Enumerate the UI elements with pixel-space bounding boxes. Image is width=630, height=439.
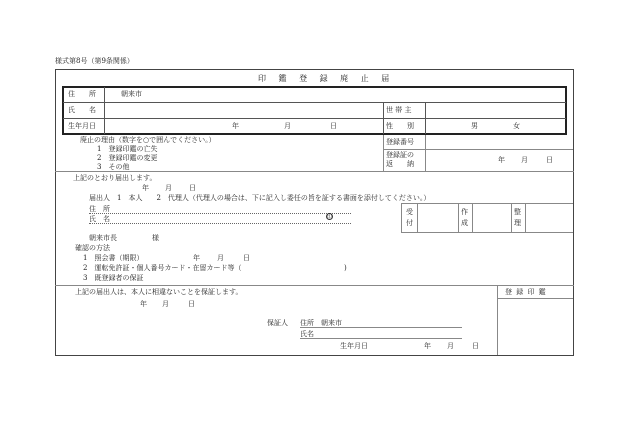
cert-return-month: 月 — [521, 156, 528, 164]
reason-option-lost[interactable]: 1 登録印鑑の亡失 — [97, 145, 158, 153]
guarantor-label: 保証人 — [267, 319, 288, 327]
confirmation-item1-month: 月 — [217, 254, 224, 262]
confirmation-heading: 確認の方法 — [75, 244, 110, 252]
confirmation-item1-day: 日 — [243, 254, 250, 262]
applicant-type-line[interactable]: 届出人 1 本人 2 代理人（代理人の場合は、下に記入し委任の旨を証する書面を添付してください。） — [89, 194, 431, 202]
office-box-filing: 整理 — [514, 208, 521, 227]
name-label: 氏 名 — [68, 106, 96, 114]
guarantee-month: 月 — [162, 300, 169, 308]
address-value[interactable]: 朝来市 — [121, 90, 142, 98]
declaration-year: 年 — [142, 184, 149, 192]
declaration-day: 日 — [189, 184, 196, 192]
reason-option-other[interactable]: 3 その他 — [97, 163, 130, 171]
addressee: 朝来市長 様 — [89, 234, 159, 242]
dob-year: 年 — [232, 122, 239, 130]
guarantor-dob-label: 生年月日 — [340, 342, 368, 350]
guarantee-text: 上記の届出人は、本人に相違ないことを保証します。 — [75, 288, 243, 296]
cert-return-year: 年 — [498, 156, 505, 164]
sex-label: 性 別 — [386, 122, 414, 130]
guarantor-dob-year: 年 — [424, 342, 431, 350]
form-title: 印 鑑 登 録 廃 止 届 — [258, 74, 395, 83]
guarantee-day: 日 — [188, 300, 195, 308]
declaration-text: 上記のとおり届出します。 — [73, 174, 157, 182]
guarantor-dob-month: 月 — [447, 342, 454, 350]
dob-label: 生年月日 — [68, 122, 96, 130]
guarantor-address[interactable]: 住所 朝来市 — [300, 319, 342, 327]
label-column-divider — [104, 87, 105, 134]
declaration-month: 月 — [165, 184, 172, 192]
dob-month: 月 — [284, 122, 291, 130]
cert-return-label-line1: 登録証の — [386, 151, 414, 159]
office-box-creation: 作成 — [461, 208, 468, 227]
registered-seal-label: 登 録 印 鑑 — [505, 288, 547, 296]
confirmation-item-id-card[interactable]: 2 運転免許証・個人番号カード・在留カード等（ — [83, 264, 242, 272]
reason-heading: 廃止の理由（数字を○で囲んでください。） — [80, 136, 216, 144]
confirmation-item2-close: ) — [344, 264, 347, 272]
address-label: 住 所 — [68, 90, 96, 98]
cert-return-day: 日 — [546, 156, 553, 164]
guarantor-dob-day: 日 — [472, 342, 479, 350]
applicant-address-label: 住 所 — [89, 205, 110, 213]
registration-number-label: 登録番号 — [386, 138, 414, 146]
applicant-name-label: 氏 名 — [89, 215, 110, 223]
guarantor-name-label: 氏名 — [300, 330, 314, 338]
confirmation-item1-year: 年 — [193, 254, 200, 262]
form-id: 様式第8号（第9条関係） — [55, 57, 134, 65]
sex-male[interactable]: 男 — [471, 122, 478, 130]
office-box-reception: 受付 — [406, 208, 413, 227]
guarantee-year: 年 — [140, 300, 147, 308]
cert-return-label-line2: 返 納 — [386, 160, 414, 168]
reason-option-change[interactable]: 2 登録印鑑の変更 — [97, 154, 158, 162]
household-head-label: 世 帯 主 — [386, 106, 412, 114]
confirmation-item-guarantee[interactable]: 3 既登録者の保証 — [83, 274, 144, 282]
sex-female[interactable]: 女 — [513, 122, 520, 130]
confirmation-item-inquiry[interactable]: 1 照会書（期限） — [83, 254, 144, 262]
dob-day: 日 — [330, 122, 337, 130]
seal-mark: 印 — [327, 214, 333, 220]
